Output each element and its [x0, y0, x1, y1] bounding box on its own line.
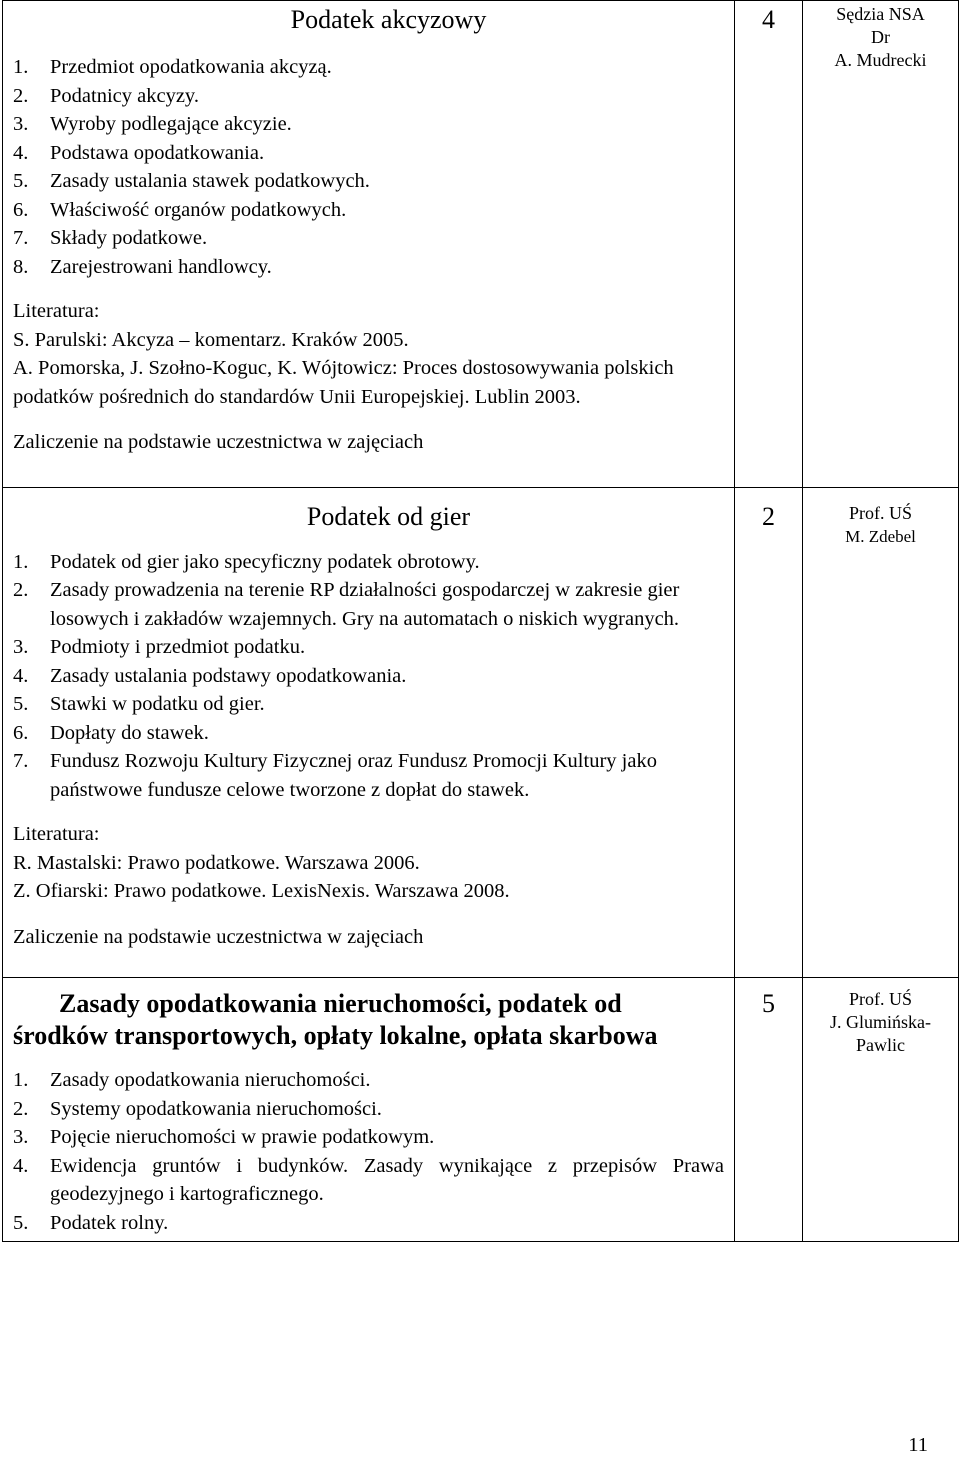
course-row-nieruchomosci [3, 978, 959, 1242]
course-content [3, 978, 735, 1242]
lecturer-name: Prof. UŚ J. Glumińska- Pawlic [830, 989, 931, 1055]
list-item: 2. Zasady prowadzenia na terenie RP działalności gospodarczej w zakresie gier losowych i zakładów wzajemnych. Gry na automatach o niskich wygranych. [13, 579, 680, 630]
list-item: 2. Podatnicy akcyzy. [13, 84, 199, 107]
lecturer-cell [803, 487, 959, 978]
literature-entry: S. Parulski: Akcyza – komentarz. Kraków 2005. [13, 328, 409, 351]
list-item: 6. Dopłaty do stawek. [13, 721, 209, 744]
literature-entry: A. Pomorska, J. Szołno-Koguc, K. Wójtowicz: Proces dostosowywania polskich podatków pośrednich do standardów Unii Europejskiej. Lublin 2003. [13, 357, 674, 408]
lecturer-cell [803, 1, 959, 488]
list-item: 8. Zarejestrowani handlowcy. [13, 255, 272, 278]
syllabus-table [2, 0, 959, 1242]
list-item: 1. Przedmiot opodatkowania akcyzą. [13, 56, 332, 78]
literature-entry: R. Mastalski: Prawo podatkowe. Warszawa 2006. [13, 851, 420, 874]
lecturer-name: Prof. UŚ M. Zdebel [845, 502, 916, 546]
course-title: Podatek akcyzowy [290, 5, 487, 34]
list-item: 4. Ewidencja gruntów i budynków. Zasady wynikające z przepisów Prawa geodezyjnego i kartograficznego. [13, 1154, 724, 1205]
literature-block [13, 297, 724, 411]
list-item: 5. Zasady ustalania stawek podatkowych. [13, 170, 370, 192]
list-item: 7. Fundusz Rozwoju Kultury Fizycznej oraz Fundusz Promocji Kultury jako państwowe fundusze celowe tworzone z dopłat do stawek. [13, 750, 657, 801]
hours-value: 4 [762, 5, 775, 34]
list-item: 6. Właściwość organów podatkowych. [13, 198, 347, 221]
list-item: 4. Zasady ustalania podstawy opodatkowania. [13, 664, 407, 687]
course-title: Podatek od gier [306, 501, 471, 531]
lecturer-cell [803, 978, 959, 1242]
list-item: 5. Podatek rolny. [13, 1211, 169, 1234]
completion-note: Zaliczenie na podstawie uczestnictwa w zajęciach [13, 925, 424, 948]
course-row-akcyza [3, 1, 959, 488]
list-item: 7. Składy podatkowe. [13, 227, 208, 249]
topic-list [13, 1066, 724, 1237]
hours-cell [735, 978, 803, 1242]
hours-value: 2 [762, 501, 775, 531]
page-number: 11 [908, 1434, 928, 1456]
list-item: 5. Stawki w podatku od gier. [13, 693, 265, 715]
list-item: 1. Zasady opodatkowania nieruchomości. [13, 1069, 371, 1091]
literature-entry: Z. Ofiarski: Prawo podatkowe. LexisNexis. Warszawa 2008. [13, 880, 510, 902]
list-item: 4. Podstawa opodatkowania. [13, 141, 265, 164]
list-item: 3. Pojęcie nieruchomości w prawie podatkowym. [13, 1126, 435, 1148]
topic-list [13, 53, 724, 281]
hours-cell [735, 1, 803, 488]
list-item: 2. Systemy opodatkowania nieruchomości. [13, 1097, 382, 1120]
hours-value: 5 [762, 989, 775, 1018]
lecturer-name: Sędzia NSA Dr A. Mudrecki [834, 4, 927, 70]
list-item: 3. Wyroby podlegające akcyzie. [13, 113, 292, 135]
literature-label: Literatura: [13, 823, 100, 845]
course-row-gry [3, 487, 959, 978]
topic-list [13, 548, 724, 805]
course-title: Zasady opodatkowania nieruchomości, podatek od środków transportowych, opłaty lokalne, opłata skarbowa [13, 989, 658, 1050]
course-content [3, 1, 735, 488]
completion-note: Zaliczenie na podstawie uczestnictwa w zajęciach [13, 431, 424, 453]
list-item: 3. Podmioty i przedmiot podatku. [13, 636, 306, 658]
course-content [3, 487, 735, 978]
literature-block [13, 820, 724, 906]
hours-cell [735, 487, 803, 978]
list-item: 1. Podatek od gier jako specyficzny podatek obrotowy. [13, 550, 480, 573]
literature-label: Literatura: [13, 300, 100, 322]
